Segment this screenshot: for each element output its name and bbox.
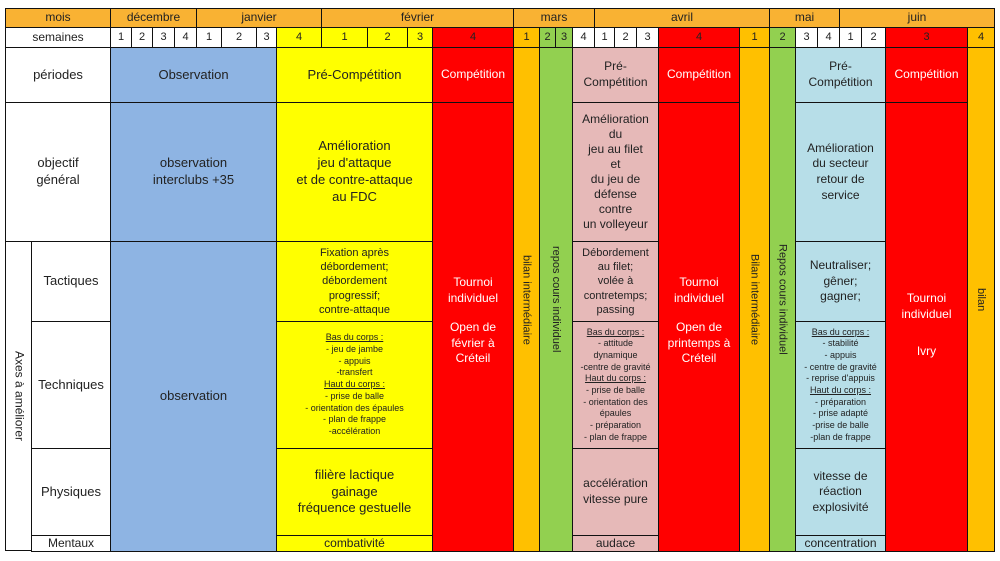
competition-2-body — [658, 102, 740, 552]
month-decembre: décembre — [110, 8, 197, 28]
week-cell: 1 — [839, 27, 862, 48]
tournoi-1: Tournoi individuel — [447, 275, 499, 305]
week-cell: 2 — [861, 27, 886, 48]
week-cell: 4 — [174, 27, 197, 48]
row-label-periodes: périodes — [5, 47, 111, 103]
week-cell: 3 — [256, 27, 277, 48]
tech-bas-list: - stabilité - appuis - centre de gravité - reprise d'appuis — [804, 338, 877, 384]
header-mois: mois — [5, 8, 111, 28]
week-cell: 1 — [513, 27, 540, 48]
physiques-block2: filière lactique gainage fréquence gestuelle — [276, 448, 433, 536]
periode-competition-1: Compétition — [432, 47, 514, 103]
month-janvier: janvier — [196, 8, 322, 28]
week-cell: 4 — [276, 27, 322, 48]
physiques-block4: accélération vitesse pure — [572, 448, 659, 536]
competition-1-body — [432, 102, 514, 552]
repos-2: Repos cours individuel — [769, 47, 796, 552]
month-mars: mars — [513, 8, 595, 28]
tactiques-block2: Fixation après débordement; débordement progressif; contre-attaque — [276, 241, 433, 322]
week-cell: 1 — [739, 27, 770, 48]
objectif-pre-competition-1: Amélioration jeu d'attaque et de contre-attaque au FDC — [276, 102, 433, 242]
periode-pre-competition-1: Pré-Compétition — [276, 47, 433, 103]
month-avril: avril — [594, 8, 770, 28]
tech-haut-title: Haut du corps : — [323, 379, 386, 390]
week-cell: 1 — [321, 27, 368, 48]
week-cell: 3 — [407, 27, 433, 48]
week-cell: 2 — [131, 27, 153, 48]
month-juin: juin — [839, 8, 995, 28]
tactiques-block6: Neutraliser; gêner; gagner; — [795, 241, 886, 322]
objectif-pre-competition-3: Amélioration du secteur retour de service — [795, 102, 886, 242]
week-cell: 1 — [110, 27, 132, 48]
month-fevrier: février — [321, 8, 514, 28]
week-cell: 2 — [221, 27, 257, 48]
tournoi-3: Tournoi individuel — [901, 291, 952, 321]
tournoi-2: Tournoi individuel — [673, 275, 725, 305]
periode-competition-3: Compétition — [885, 47, 968, 103]
week-cell: 4 — [432, 27, 514, 48]
tech-bas-title: Bas du corps : — [586, 326, 645, 337]
mentaux-block2: combativité — [276, 535, 433, 552]
week-cell: 4 — [967, 27, 995, 48]
periode-pre-competition-3: Pré- Compétition — [795, 47, 886, 103]
row-label-objectif: objectif général — [5, 102, 111, 242]
week-cell: 2 — [539, 27, 556, 48]
periode-competition-2: Compétition — [658, 47, 740, 103]
row-label-techniques: Techniques — [31, 321, 111, 449]
tech-bas-list: - jeu de jambe - appuis -transfert — [325, 344, 384, 378]
competition-3-body — [885, 102, 968, 552]
lieu-ivry: Ivry — [916, 344, 937, 359]
bilan-intermediaire-1: bilan intermédiaire — [513, 47, 540, 552]
week-cell: 2 — [367, 27, 408, 48]
row-label-axes: Axes à améliorer — [5, 241, 32, 551]
week-cell: 4 — [572, 27, 595, 48]
week-cell: 3 — [885, 27, 968, 48]
week-cell: 3 — [152, 27, 175, 48]
tech-haut-list: - préparation - prise adapté -prise de balle -plan de frappe — [810, 396, 871, 442]
objectif-pre-competition-2: Amélioration du jeu au filet et du jeu de défense contre un volleyeur — [572, 102, 659, 242]
open-fevrier: Open de février à Créteil — [449, 320, 497, 366]
tech-haut-title: Haut du corps : — [809, 385, 872, 395]
week-cell: 3 — [636, 27, 659, 48]
bilan-final: bilan — [967, 47, 995, 552]
techniques-block6 — [795, 321, 886, 449]
row-label-tactiques: Tactiques — [31, 241, 111, 322]
week-cell: 4 — [658, 27, 740, 48]
repos-1: repos cours individuel — [539, 47, 573, 552]
row-label-physiques: Physiques — [31, 448, 111, 536]
row-label-mentaux: Mentaux — [31, 535, 111, 552]
tech-bas-list: - attitude dynamique -centre de gravité — [580, 338, 651, 372]
open-printemps: Open de printemps à Créteil — [667, 320, 731, 366]
week-cell: 4 — [817, 27, 840, 48]
week-cell: 3 — [555, 27, 573, 48]
tech-haut-list: - prise de balle - orientation des épaules - plan de frappe -accélération — [305, 390, 404, 436]
tech-bas-title: Bas du corps : — [325, 332, 384, 343]
objectif-observation: observation interclubs +35 — [110, 102, 277, 242]
week-cell: 3 — [795, 27, 818, 48]
physiques-block6: vitesse de réaction explosivité — [795, 448, 886, 536]
periode-observation: Observation — [110, 47, 277, 103]
week-cell: 2 — [614, 27, 637, 48]
bilan-intermediaire-2: Bilan intermédiaire — [739, 47, 770, 552]
week-cell: 2 — [769, 27, 796, 48]
week-cell: 1 — [196, 27, 222, 48]
header-semaines: semaines — [5, 27, 111, 48]
techniques-block4 — [572, 321, 659, 449]
tactiques-block4: Débordement au filet; volée à contretemps; passing — [572, 241, 659, 322]
tech-haut-list: - prise de balle - orientation des épaules - préparation - plan de frappe — [583, 385, 648, 442]
tech-haut-title: Haut du corps : — [584, 373, 647, 384]
techniques-block2 — [276, 321, 433, 449]
mentaux-block4: audace — [572, 535, 659, 552]
axes-observation: observation — [110, 241, 277, 552]
mentaux-block6: concentration — [795, 535, 886, 552]
week-cell: 1 — [594, 27, 615, 48]
periode-pre-competition-2: Pré- Compétition — [572, 47, 659, 103]
month-mai: mai — [769, 8, 840, 28]
tech-bas-title: Bas du corps : — [811, 326, 870, 337]
